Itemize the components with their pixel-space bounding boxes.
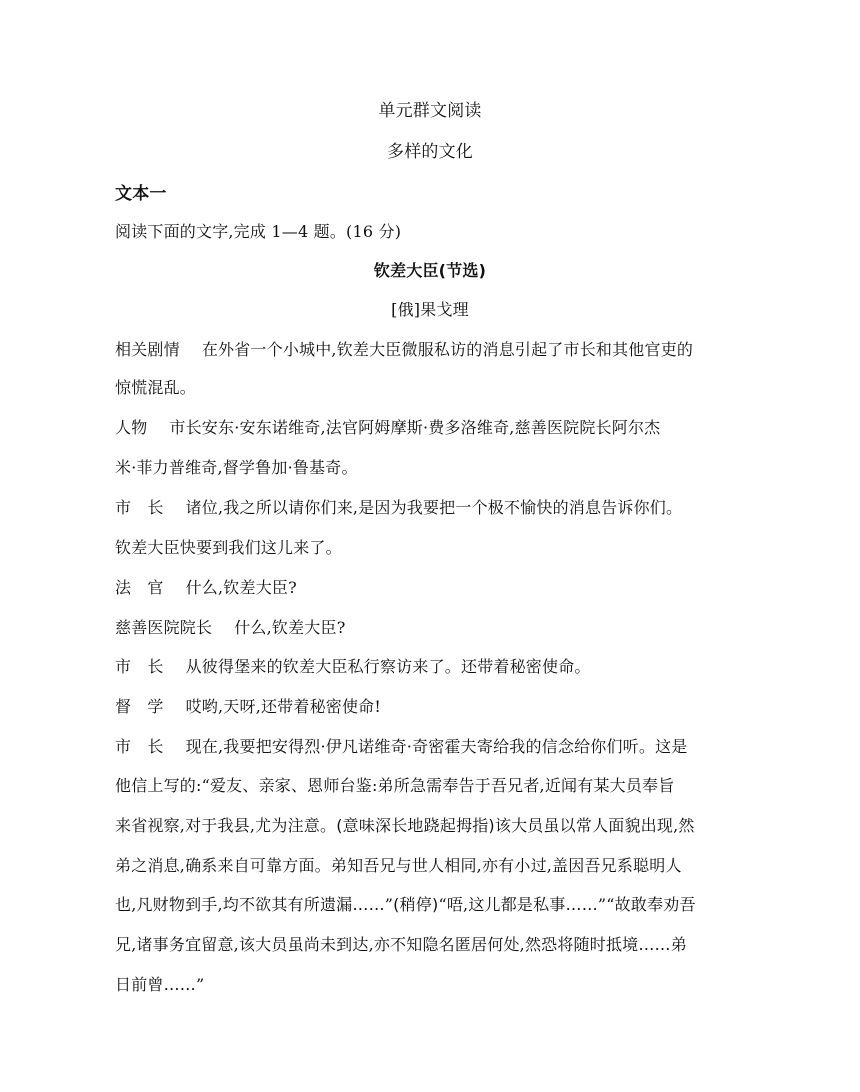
stage-direction: (稍停) (393, 895, 439, 914)
characters-line-2: 米·菲力普维奇,督学鲁加·鲁基奇。 (115, 458, 358, 477)
work-author: [俄]果戈理 (391, 300, 469, 319)
speech-continuation: 钦差大臣快要到我们这儿来了。 (115, 538, 342, 557)
dialogue-line (115, 657, 755, 677)
speech-continuation: 他信上写的:“爱友、亲家、恩师台鉴:弟所急需奉告于吾兄者,近闻有某大员奉旨 (115, 776, 675, 795)
speech-text: 来省视察,对于我县,尤为注意。 (115, 816, 337, 835)
section-label: 文本一 (115, 184, 167, 204)
speaker: 法 官 (115, 578, 164, 597)
work-title: 钦差大臣(节选) (373, 261, 487, 280)
speaker: 市 长 (115, 498, 164, 517)
subtitle: 多样的文化 (387, 142, 473, 162)
dialogue-line (115, 618, 755, 638)
plot-label: 相关剧情 (115, 340, 180, 359)
speech: 什么,钦差大臣? (234, 618, 346, 637)
speech: 从彼得堡来的钦差大臣私行察访来了。还带着秘密使命。 (185, 657, 591, 676)
speech-continuation (115, 895, 755, 915)
speaker: 市 长 (115, 657, 164, 676)
characters-line-1 (115, 418, 755, 438)
dialogue-line (115, 737, 755, 757)
speech: 诸位,我之所以请你们来,是因为我要把一个极不愉快的消息告诉你们。 (185, 498, 683, 517)
unit-title: 单元群文阅读 (378, 101, 482, 121)
speech-continuation: 日前曾……” (115, 975, 205, 994)
speaker: 市 长 (115, 737, 164, 756)
speech-continuation (115, 816, 755, 836)
speech-text: “唔,这儿都是私事……”“故敢奉劝吾 (438, 895, 696, 914)
speech: 什么,钦差大臣? (185, 578, 297, 597)
dialogue-line (115, 578, 755, 598)
characters-text: 市长安东·安东诺维奇,法官阿姆摩斯·费多洛维奇,慈善医院院长阿尔杰 (169, 418, 661, 437)
speech-text: 该大员虽以常人面貌出现,然 (494, 816, 695, 835)
speaker: 慈善医院院长 (115, 618, 213, 637)
plot-text: 在外省一个小城中,钦差大臣微服私访的消息引起了市长和其他官吏的 (201, 340, 694, 359)
stage-direction: (意味深长地跷起拇指) (336, 816, 495, 835)
speech: 哎哟,天呀,还带着秘密使命! (185, 697, 382, 716)
dialogue-line (115, 498, 755, 518)
instruction-text: 阅读下面的文字,完成 1—4 题。(16 分) (115, 222, 402, 241)
speech-text: 也,凡财物到手,均不欲其有所遗漏……” (115, 895, 394, 914)
speaker: 督 学 (115, 697, 164, 716)
speech-continuation: 兄,诸事务宜留意,该大员虽尚未到达,亦不知隐名匿居何处,然恐将随时抵境……弟 (115, 935, 687, 954)
speech: 现在,我要把安得烈·伊凡诺维奇·奇密霍夫寄给我的信念给你们听。这是 (185, 737, 688, 756)
plot-line-2: 惊慌混乱。 (115, 378, 197, 397)
characters-label: 人物 (115, 418, 148, 437)
plot-line-1 (115, 340, 755, 360)
speech-continuation: 弟之消息,确系来自可靠方面。弟知吾兄与世人相同,亦有小过,盖因吾兄系聪明人 (115, 856, 682, 875)
dialogue-line (115, 697, 755, 717)
